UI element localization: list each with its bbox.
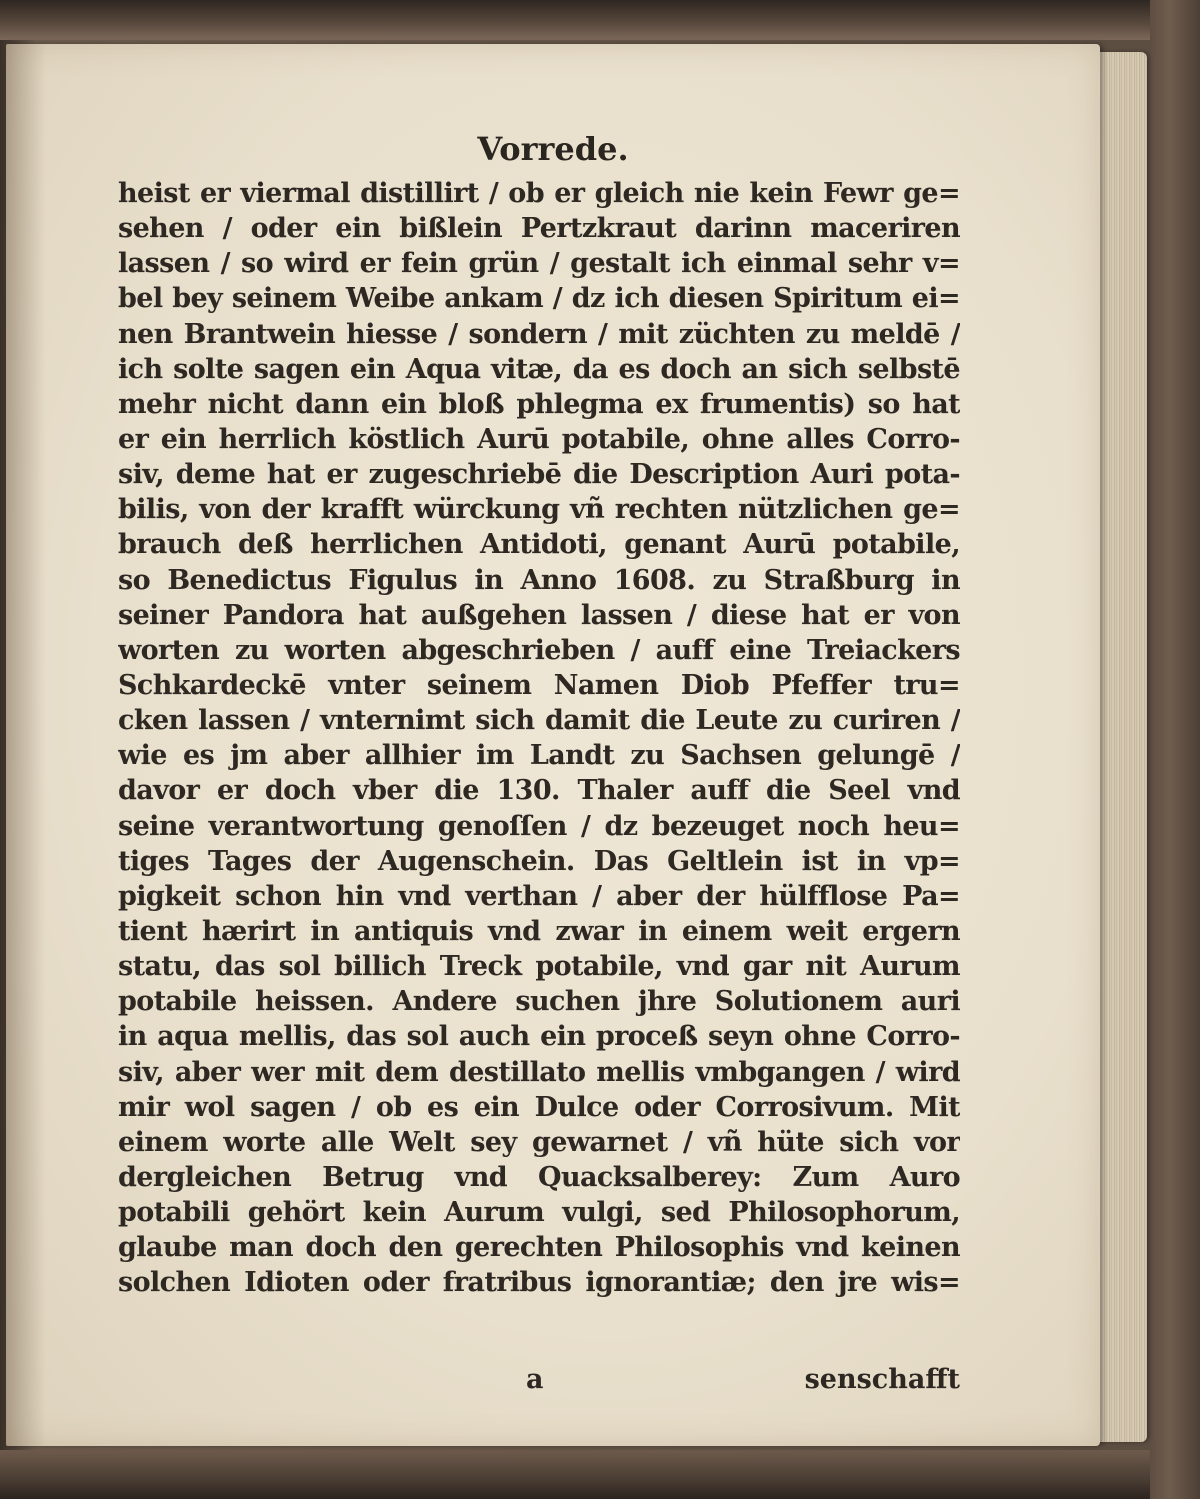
cover-board-right bbox=[1150, 0, 1200, 1499]
text-line: nen Brantwein hiesse / sondern / mit züchten zu meldē / bbox=[118, 318, 960, 350]
gutter-shadow bbox=[6, 44, 46, 1446]
text-line: worten zu worten abgeschrieben / auff eine Treiackers bbox=[118, 634, 960, 666]
text-line: bel bey seinem Weibe ankam / dz ich diesen Spiritum ei= bbox=[118, 283, 960, 315]
page-edges bbox=[1095, 52, 1147, 1442]
cover-board-bottom bbox=[0, 1450, 1200, 1499]
page-footer bbox=[118, 1362, 960, 1402]
text-line: siv, deme hat er zugeschriebē die Description Auri pota- bbox=[118, 459, 960, 491]
text-line: tient hærirt in antiquis vnd zwar in einem weit ergern bbox=[118, 915, 960, 947]
text-line: glaube man doch den gerechten Philosophis vnd keinen bbox=[118, 1232, 960, 1264]
text-line: dergleichen Betrug vnd Quacksalberey: Zum Auro bbox=[118, 1161, 960, 1193]
book-page bbox=[6, 44, 1100, 1446]
catchword: senschafft bbox=[804, 1364, 960, 1395]
text-line: Schkardeckē vnter seinem Namen Diob Pfeffer tru= bbox=[118, 669, 960, 701]
text-line: brauch deß herrlichen Antidoti, genant Aurū potabile, bbox=[118, 529, 960, 561]
text-line: pigkeit schon hin vnd verthan / aber der hülfflose Pa= bbox=[118, 880, 960, 912]
text-line: in aqua mellis, das sol auch ein proceß seyn ohne Corro- bbox=[118, 1021, 960, 1053]
text-line: potabili gehört kein Aurum vulgi, sed Philosophorum, bbox=[118, 1197, 960, 1229]
text-line: davor er doch vber die 130. Thaler auff die Seel vnd bbox=[118, 775, 960, 807]
running-header: Vorrede. bbox=[477, 130, 629, 168]
text-line: so Benedictus Figulus in Anno 1608. zu Straßburg in bbox=[118, 564, 960, 596]
text-line: heist er viermal distillirt / ob er gleich nie kein Fewr ge= bbox=[118, 178, 960, 209]
text-line: cken lassen / vnternimt sich damit die Leute zu curiren / bbox=[118, 705, 960, 737]
signature-mark: a bbox=[526, 1364, 544, 1395]
text-line: lassen / so wird er fein grün / gestalt ich einmal sehr v= bbox=[118, 248, 960, 280]
text-line: statu, das sol billich Treck potabile, vnd gar nit Aurum bbox=[118, 951, 960, 983]
text-line: tiges Tages der Augenschein. Das Geltlein ist in vp= bbox=[118, 845, 960, 877]
text-line: seiner Pandora hat außgehen lassen / diese hat er von bbox=[118, 599, 960, 631]
text-line: siv, aber wer mit dem destillato mellis vmbgangen / wird bbox=[118, 1056, 960, 1088]
text-line: solchen Idioten oder fratribus ignorantiæ; den jre wis= bbox=[118, 1267, 960, 1299]
text-line: er ein herrlich köstlich Aurū potabile, ohne alles Corro- bbox=[118, 423, 960, 455]
text-line: bilis, von der krafft würckung vñ rechten nützlichen ge= bbox=[118, 494, 960, 526]
text-line: ich solte sagen ein Aqua vitæ, da es doch an sich selbstē bbox=[118, 353, 960, 385]
text-line: mir wol sagen / ob es ein Dulce oder Corrosivum. Mit bbox=[118, 1091, 960, 1123]
text-line: mehr nicht dann ein bloß phlegma ex frumentis) so hat bbox=[118, 388, 960, 420]
text-line: einem worte alle Welt sey gewarnet / vñ hüte sich vor bbox=[118, 1126, 960, 1158]
text-line: potabile heissen. Andere suchen jhre Solutionem auri bbox=[118, 986, 960, 1018]
text-line: sehen / oder ein bißlein Pertzkraut darinn maceriren bbox=[118, 213, 960, 245]
body-text bbox=[118, 176, 960, 1301]
cover-board-top bbox=[0, 0, 1200, 40]
text-line: seine verantwortung genoſſen / dz bezeuget noch heu= bbox=[118, 810, 960, 842]
text-line: wie es jm aber allhier im Landt zu Sachsen gelungē / bbox=[118, 740, 960, 772]
